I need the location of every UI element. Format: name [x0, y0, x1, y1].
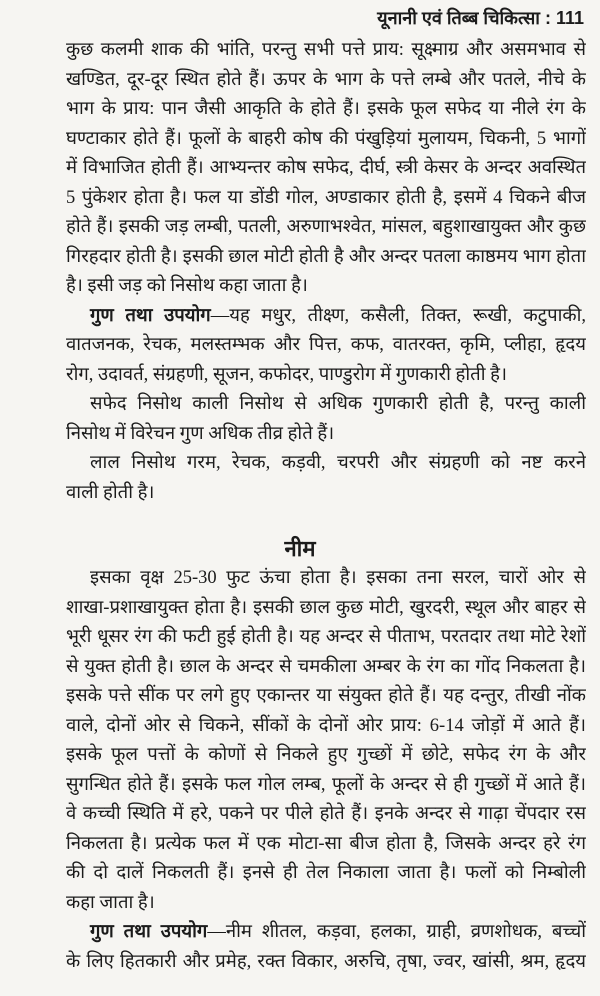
text-line: इसके पत्ते सींक पर लगे हुए एकान्तर या संयुक्त होते हैं। यह दन्तुर, तीखी नोंक: [66, 686, 586, 706]
text-line: होते हैं। इसकी जड़ लम्बी, पतली, अरुणाभश्वेत, मांसल, बहुशाखायुक्त और कुछ: [66, 217, 586, 237]
text-line: शाखा-प्रशाखायुक्त होता है। इसकी छाल कुछ मोटी, खुरदरी, स्थूल और बाहर से: [66, 597, 586, 618]
text-line: रोग, उदावर्त, संग्रहणी, सूजन, कफोदर, पाण्डुरोग में गुणकारी होती है।: [66, 364, 507, 385]
text-line: वाले, दोनों ओर से चिकने, सींकों के दोनों ओर प्राय: 6-14 जोड़ों में आते हैं।: [66, 715, 586, 736]
running-header: यूनानी एवं तिब्ब चिकित्सा : 111: [377, 8, 584, 28]
text-line: से युक्त होती है। छाल के अन्दर से चमकीला अम्बर के रंग का गोंद निकलता है।: [66, 656, 586, 677]
text-line: भूरी धूसर रंग की फटी हुई होती है। यह अन्दर से पीताभ, परतदार तथा मोटे रेशों: [66, 627, 586, 647]
text-line: इसके फूल पत्तों के कोणों से निकले हुए गुच्छों में छोटे, सफेद रंग के और: [66, 745, 586, 765]
text-line: इसका वृक्ष 25-30 फुट ऊंचा होता है। इसका तना सरल, चारों ओर से: [90, 568, 586, 588]
paragraph-properties: [66, 918, 586, 977]
paragraph-properties: [66, 302, 586, 391]
paragraph-description: [66, 36, 586, 302]
text-line: गिरहदार होती है। इसकी छाल मोटी होती है और अन्दर पतला काष्ठमय भाग होता: [66, 246, 586, 267]
properties-text: —यह मधुर, तीक्ष्ण, कसैली, तिक्त, रूखी, कटुपाकी,: [210, 305, 586, 326]
text-line: घण्टाकार होते हैं। फूलों के बाहरी कोष की पंखुड़ियां मुलायम, चिकनी, 5 भागों: [66, 128, 586, 149]
text-line: में विभाजित होती हैं। आभ्यन्तर कोष सफेद, दीर्घ, स्त्री केसर के अन्दर अवस्थित: [66, 158, 586, 178]
text-line: वातजनक, रेचक, मलस्तम्भक और पित्त, कफ, वातरक्त, कृमि, प्लीहा, हृदय: [66, 335, 586, 355]
text-line: के लिए हितकारी और प्रमेह, रक्त विकार, अरुचि, तृषा, ज्वर, खांसी, श्रम, हृदय: [66, 951, 586, 972]
text-line: सफेद निसोथ काली निसोथ से अधिक गुणकारी होती है, परन्तु काली: [90, 394, 586, 414]
properties-label: गुण तथा उपयोग: [90, 305, 211, 326]
text-line: की दो दालें निकलती हैं। इनसे ही तेल निकाला जाता है। फलों को निम्बोली: [66, 863, 586, 883]
paragraph-red-nisoth: [66, 449, 586, 508]
text-line: भाग के प्राय: पान जैसी आकृति के होते हैं। इसके फूल सफेद या नीले रंग के: [66, 99, 586, 119]
text-line: निकलता है। प्रत्येक फल में एक मोटा-सा बीज होता है, जिसके अन्दर हरे रंग: [66, 833, 586, 854]
paragraph-white-nisoth: [66, 390, 586, 449]
properties-text: —नीम शीतल, कड़वा, हलका, ग्राही, व्रणशोधक, बच्चों: [207, 922, 586, 942]
text-line: कुछ कलमी शाक की भांति, परन्तु सभी पत्ते प्राय: सूक्ष्माग्र और असमभाव से: [66, 40, 586, 60]
text-line: सुगन्धित होते हैं। इसके फल गोल लम्ब, फूलों के अन्दर से ही गुच्छों में आते हैं।: [66, 774, 586, 795]
paragraph-description: [66, 564, 586, 918]
text-line: लाल निसोथ गरम, रेचक, कड़वी, चरपरी और संग्रहणी को नष्ट करने: [90, 453, 586, 473]
properties-label: गुण तथा उपयोग: [90, 922, 208, 942]
text-line: खण्डित, दूर-दूर स्थित होते हैं। ऊपर के भाग के पत्ते लम्बे और पतले, नीचे के: [66, 69, 586, 90]
text-line: वे कच्ची स्थिति में हरे, पकने पर पीले होते हैं। इनके अन्दर से गाढ़ा चेंपदार रस: [66, 804, 586, 824]
text-line: है। इसी जड़ को निसोथ कहा जाता है।: [66, 276, 308, 296]
section-neem: [66, 564, 586, 977]
text-line: कहा जाता है।: [66, 892, 155, 913]
text-line: [66, 302, 586, 332]
text-line: वाली होती है।: [66, 482, 155, 503]
text-line: [66, 918, 586, 948]
text-line: 5 पुंकेशर होता है। फल या डोंडी गोल, अण्डाकार होती है, इसमें 4 चिकने बीज: [66, 187, 586, 208]
section-heading-neem: नीम: [284, 536, 316, 561]
section-nisoth: [66, 36, 586, 508]
text-line: निसोथ में विरेचन गुण अधिक तीव्र होते हैं।: [66, 423, 335, 444]
